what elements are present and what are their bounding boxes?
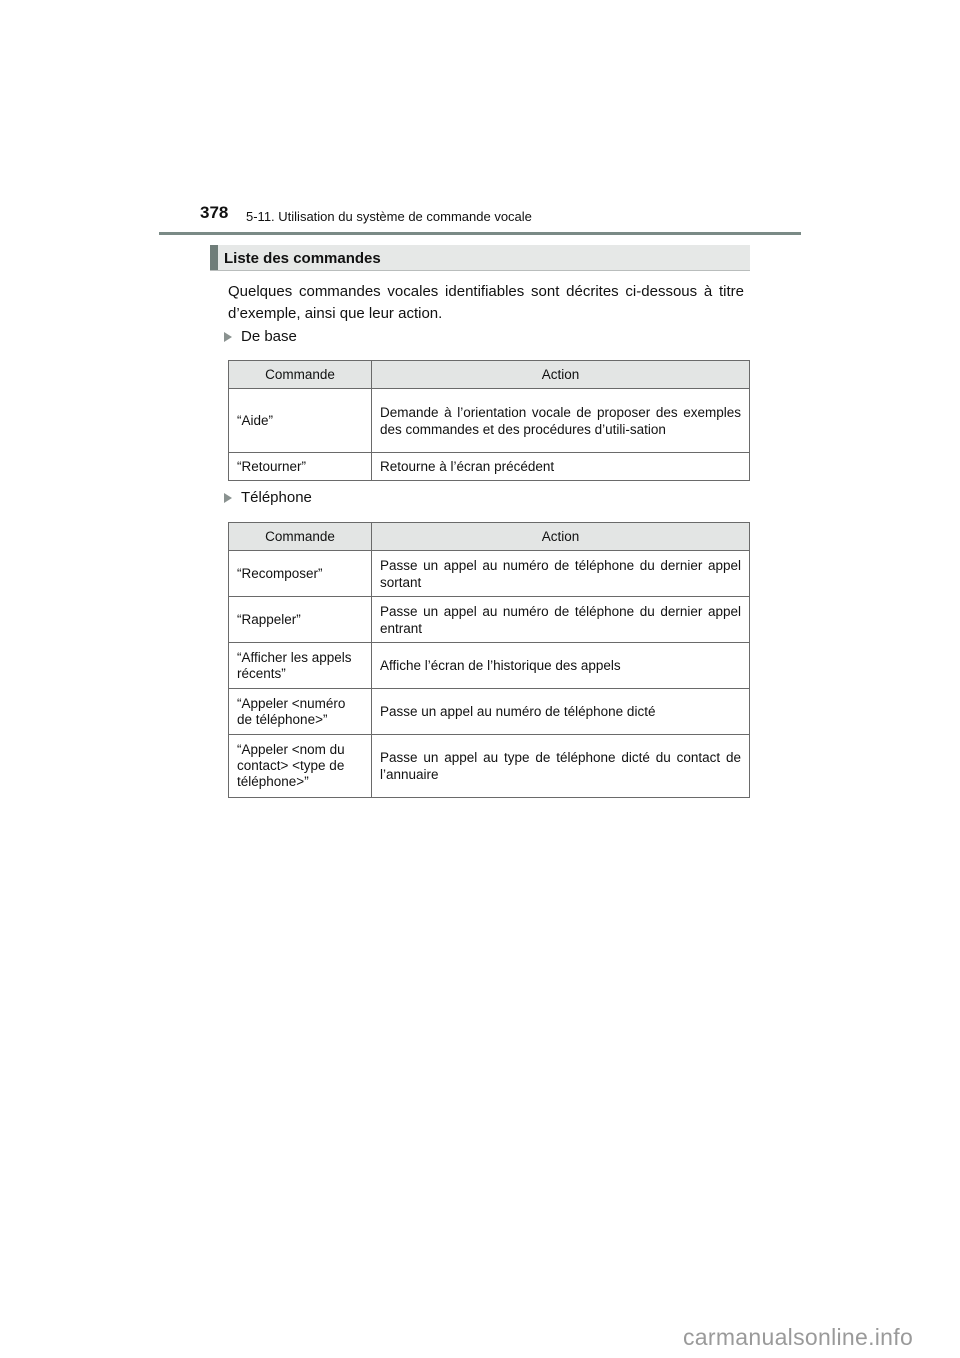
section-heading bbox=[210, 245, 750, 271]
triangle-right-icon bbox=[224, 332, 232, 342]
section-heading-title: Liste des commandes bbox=[224, 250, 381, 267]
subheading-label: Téléphone bbox=[241, 489, 312, 506]
page-number: 378 bbox=[200, 203, 229, 222]
action-cell: Passe un appel au numéro de téléphone dicté bbox=[372, 689, 750, 735]
chapter-title: 5-11. Utilisation du système de commande vocale bbox=[246, 209, 532, 224]
intro-paragraph: Quelques commandes vocales identifiables sont décrites ci-dessous à titre d’exemple, ainsi que leur action. bbox=[228, 283, 744, 322]
column-header-command: Commande bbox=[229, 361, 372, 389]
action-cell: Demande à l’orientation vocale de proposer des exemples des commandes et des procédures d’utili-sation bbox=[372, 389, 750, 453]
commands-table-basic bbox=[228, 360, 750, 481]
table-header-row bbox=[229, 523, 750, 551]
command-cell: “Rappeler” bbox=[229, 597, 372, 643]
subheading-de-base bbox=[224, 328, 297, 345]
table-header-row bbox=[229, 361, 750, 389]
table-row bbox=[229, 389, 750, 453]
action-cell: Passe un appel au type de téléphone dicté du contact de l’annuaire bbox=[372, 735, 750, 798]
table-row bbox=[229, 453, 750, 481]
table-row bbox=[229, 689, 750, 735]
header-rule bbox=[159, 232, 801, 235]
watermark: carmanualsonline.info bbox=[683, 1324, 914, 1350]
table-row bbox=[229, 735, 750, 798]
subheading-label: De base bbox=[241, 328, 297, 345]
action-cell: Passe un appel au numéro de téléphone du dernier appel sortant bbox=[372, 551, 750, 597]
section-heading-bar bbox=[210, 245, 218, 270]
subheading-telephone bbox=[224, 489, 312, 506]
table-row bbox=[229, 597, 750, 643]
column-header-command: Commande bbox=[229, 523, 372, 551]
table-row bbox=[229, 551, 750, 597]
command-cell: “Retourner” bbox=[229, 453, 372, 481]
action-cell: Retourne à l’écran précédent bbox=[372, 453, 750, 481]
triangle-right-icon bbox=[224, 493, 232, 503]
command-cell: “Appeler <nom du contact> <type de téléphone>” bbox=[229, 735, 372, 798]
command-cell: “Afficher les appels récents” bbox=[229, 643, 372, 689]
commands-table-telephone bbox=[228, 522, 750, 798]
table-row bbox=[229, 643, 750, 689]
command-cell: “Recomposer” bbox=[229, 551, 372, 597]
command-cell: “Appeler <numéro de téléphone>” bbox=[229, 689, 372, 735]
column-header-action: Action bbox=[372, 361, 750, 389]
command-cell: “Aide” bbox=[229, 389, 372, 453]
action-cell: Passe un appel au numéro de téléphone du dernier appel entrant bbox=[372, 597, 750, 643]
column-header-action: Action bbox=[372, 523, 750, 551]
action-cell: Affiche l’écran de l’historique des appels bbox=[372, 643, 750, 689]
